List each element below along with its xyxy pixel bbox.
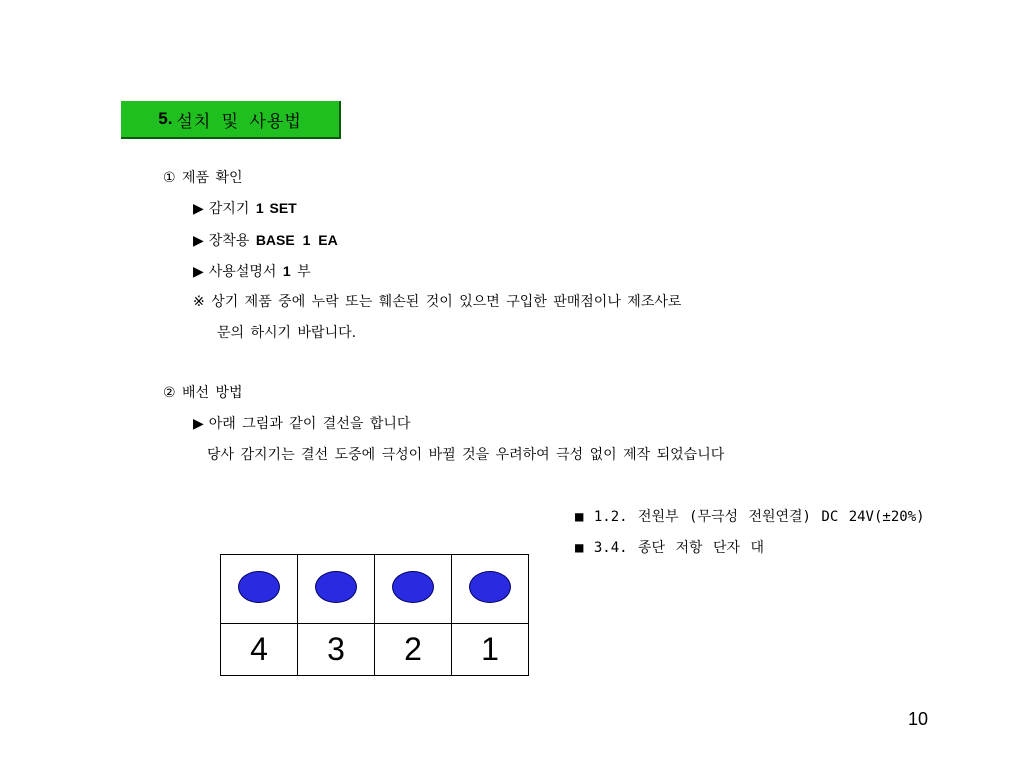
square-bullet-icon: ■ <box>575 540 584 556</box>
terminal-label: 3 <box>298 624 375 676</box>
arrow-icon: ▶ <box>193 416 204 432</box>
item-label: 사용설명서 <box>208 264 283 280</box>
terminal-screw-icon <box>469 571 511 603</box>
terminal-label: 4 <box>221 624 298 676</box>
terminal-cell <box>221 555 298 624</box>
terminal-screw-icon <box>392 571 434 603</box>
item-unit: 부 <box>290 264 311 280</box>
product-check-heading: ① 제품 확인 <box>163 170 243 186</box>
missing-note-line2: 문의 하시기 바랍니다. <box>217 325 357 341</box>
legend-power <box>575 508 925 526</box>
product-item-manual <box>193 262 311 281</box>
section-title-text: 설치 및 사용법 <box>176 111 302 132</box>
item-quantity: BASE 1 EA <box>255 232 338 248</box>
arrow-icon: ▶ <box>193 264 204 280</box>
square-bullet-icon: ■ <box>575 509 584 525</box>
legend-terminator <box>575 539 764 557</box>
item-quantity: 1 SET <box>255 200 297 216</box>
page-number: 10 <box>908 709 929 729</box>
wiring-instruction <box>193 415 410 433</box>
wiring-heading: ② 배선 방법 <box>163 385 243 401</box>
terminal-label: 2 <box>375 624 452 676</box>
missing-note-line1: ※ 상기 제품 중에 누락 또는 훼손된 것이 있으면 구입한 판매점이나 제조사로 <box>193 294 682 310</box>
item-quantity: 1 <box>282 263 291 279</box>
terminal-cell <box>298 555 375 624</box>
terminal-label: 1 <box>452 624 529 676</box>
terminal-cell <box>375 555 452 624</box>
terminal-label-row <box>221 624 529 676</box>
item-label: 감지기 <box>208 201 256 217</box>
terminal-cell <box>452 555 529 624</box>
terminal-screw-icon <box>315 571 357 603</box>
arrow-icon: ▶ <box>193 233 204 249</box>
terminal-row <box>221 555 529 624</box>
polarity-description: 당사 감지기는 결선 도중에 극성이 바뀔 것을 우려하여 극성 없이 제작 되었습니다 <box>207 447 725 463</box>
item-label: 장착용 <box>208 233 256 249</box>
section-number: 5. <box>158 109 173 128</box>
legend-text: 3.4. 종단 저항 단자 대 <box>593 540 764 556</box>
product-item-base <box>193 231 338 250</box>
terminal-block-diagram <box>220 554 529 676</box>
product-item-detector <box>193 199 297 218</box>
legend-text: 1.2. 전원부 (무극성 전원연결) DC 24V(±20%) <box>593 509 925 525</box>
wiring-instruction-text: 아래 그림과 같이 결선을 합니다 <box>208 416 411 432</box>
arrow-icon: ▶ <box>193 201 204 217</box>
section-title <box>121 101 341 139</box>
terminal-screw-icon <box>238 571 280 603</box>
